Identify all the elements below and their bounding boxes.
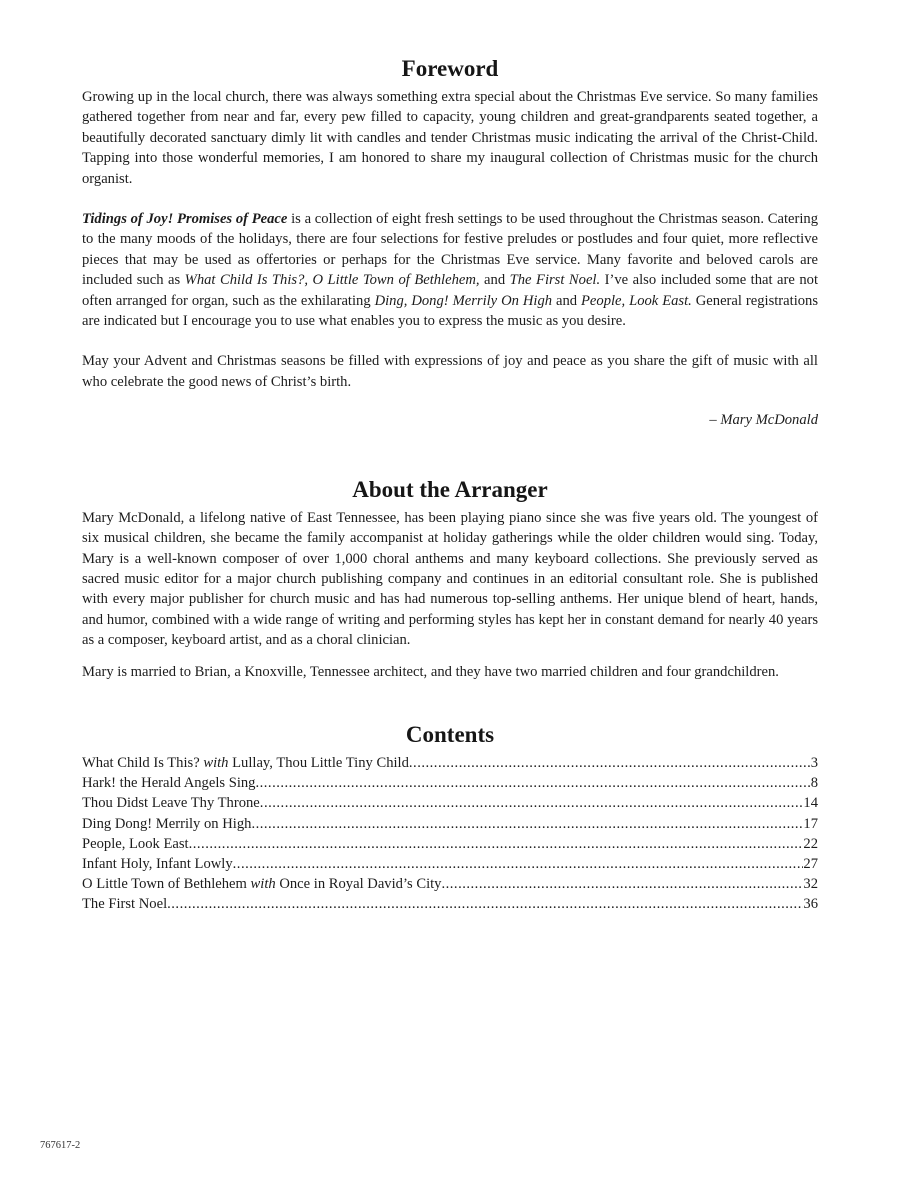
- toc-entry[interactable]: Thou Didst Leave Thy Throne ..... 14: [82, 793, 818, 813]
- foreword-paragraph-1: Growing up in the local church, there was always something extra special about the Christmas Eve service. So many families gathered together from near and far, every pew filled to capacity, young children and great-grandparents seated together, a beautifully decorated sanctuary dimly lit with candles and tender Christmas music indicating the arrival of the Christ-Child. Tapping into those wonderful memories, I am honored to share my inaugural collection of Christmas music for the church organist.: [82, 89, 818, 187]
- toc-leader: [409, 753, 811, 773]
- toc-page-number: 8: [810, 775, 818, 792]
- about-heading: About the Arranger: [352, 476, 548, 502]
- toc-leader: [167, 894, 803, 914]
- catalog-number: 767617-2: [40, 1140, 81, 1151]
- toc-page-number: 3: [810, 754, 818, 771]
- book-title: Tidings of Joy! Promises of Peace: [82, 211, 288, 228]
- contents-list: [82, 753, 818, 915]
- foreword-paragraph-3: May your Advent and Christmas seasons be filled with expressions of joy and peace as you share the gift of music with all who celebrate the good news of Christ’s birth.: [82, 353, 818, 390]
- about-section: [82, 477, 818, 682]
- toc-page-number: 36: [803, 896, 818, 913]
- toc-entry[interactable]: O Little Town of Bethlehem with Once in Royal David’s City ..... 32: [82, 874, 818, 894]
- toc-leader: [189, 834, 804, 854]
- toc-entry[interactable]: People, Look East ..... 22: [82, 834, 818, 854]
- toc-page-number: 27: [803, 855, 818, 872]
- toc-page-number: 17: [803, 815, 818, 832]
- page-content: [82, 56, 818, 915]
- foreword-paragraph-2: Tidings of Joy! Promises of Peace is a collection of eight fresh settings to be used throughout the Christmas season. Catering to the many moods of the holidays, there are four selections for festive preludes or postludes and four quiet, more reflective pieces that may be used as offertories or perhaps for the Christmas Eve service. Many favorite and beloved carols are included such as What Child Is This?, O Little Town of Bethlehem, and The First Noel. I’ve also included some that are not often arranged for organ, such as the exhilarating Ding, Dong! Merrily On High and People, Look East. General registrations are indicated but I encourage you to use what enables you to express the music as you desire.: [82, 211, 819, 330]
- toc-leader: [441, 874, 803, 894]
- toc-entry[interactable]: Ding Dong! Merrily on High ..... 17: [82, 814, 818, 834]
- about-paragraph-1: Mary McDonald, a lifelong native of East Tennessee, has been playing piano since she was five years old. The youngest of six musical children, she became the family accompanist at holiday gatherings while the older children would sing. Today, Mary is a well-known composer of over 1,000 choral anthems and many keyboard collections. She previously served as sacred music editor for a major church publishing company and continues in an editorial consultant role. She is published with every major publisher for church music and has had numerous top-selling anthems. Her unique blend of heart, hands, and humor, combined with a wide range of writing and performing styles has kept her in constant demand for nearly 40 years as a composer, keyboard artist, and as a choral clinician.: [82, 509, 818, 649]
- toc-leader: [260, 793, 804, 813]
- toc-page-number: 14: [803, 795, 818, 812]
- foreword-section: [82, 56, 818, 431]
- contents-section: [82, 722, 818, 915]
- foreword-heading: Foreword: [401, 56, 499, 81]
- toc-entry[interactable]: Infant Holy, Infant Lowly ..... 27: [82, 854, 818, 874]
- toc-entry[interactable]: What Child Is This? with Lullay, Thou Little Tiny Child ..... 3: [82, 753, 818, 773]
- toc-entry[interactable]: The First Noel ..... 36: [82, 894, 818, 914]
- foreword-signature: – Mary McDonald: [709, 412, 818, 429]
- contents-heading: Contents: [405, 721, 495, 747]
- toc-leader: [233, 854, 804, 874]
- toc-leader: [251, 814, 803, 834]
- toc-entry[interactable]: Hark! the Herald Angels Sing ..... 8: [82, 773, 818, 793]
- toc-page-number: 22: [803, 835, 818, 852]
- toc-leader: [255, 773, 810, 793]
- about-paragraph-2: Mary is married to Brian, a Knoxville, Tennessee architect, and they have two married children and four grandchildren.: [82, 663, 779, 680]
- toc-page-number: 32: [803, 876, 818, 893]
